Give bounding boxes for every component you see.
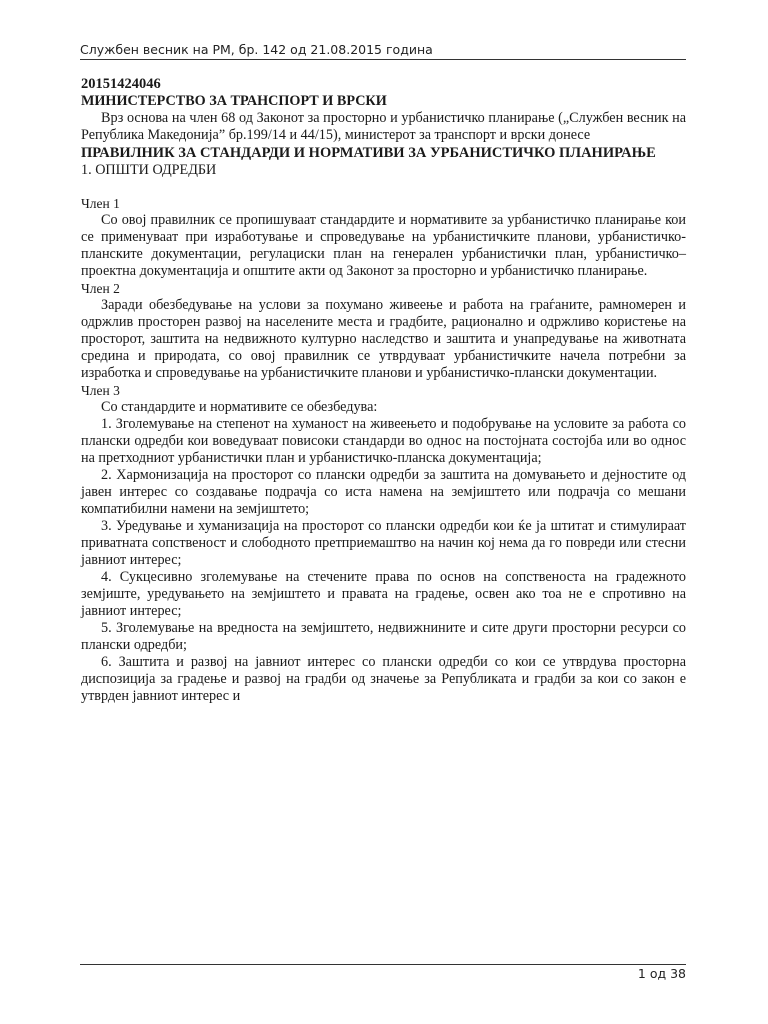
article-list-item: 5. Зголемување на вредноста на земјиштето, недвижнините и сите други просторни ресурси со плански одредби; xyxy=(81,620,686,653)
section-heading: 1. ОПШТИ ОДРЕДБИ xyxy=(81,162,217,178)
article-list-item: 2. Хармонизација на просторот со плански одредби за заштита на домувањето и дејностите од јавен интерес со создавање подрачја со иста намена на земјиштето или подрачја со мешани компатибилни намени на земјиштето; xyxy=(81,467,686,517)
article-heading: Член 1 xyxy=(81,196,120,211)
article-list-item: 1. Зголемување на степенот на хуманост на живеењето и подобрување на условите за работа со плански одредби кои воведуваат повисоки стандарди во однос на постојната состојба или во однос на претходниот урбанистички план и урбанистичко-планска документација; xyxy=(81,416,686,466)
article-list-item: 4. Сукцесивно зголемување на стечените права по основ на сопственоста на градежното земјиште, уредувањето на земјиштето и правата на градење, освен ако тоа не е спротивно на јавниот интерес; xyxy=(81,569,686,619)
article-list-item: 6. Заштита и развој на јавниот интерес со плански одредби со кои се утврдува просторна диспозиција за градење и развој на градби од значење за Републиката и градби за кои со закон е утврден јавниот интерес и xyxy=(81,654,686,704)
ministry-title: МИНИСТЕРСТВО ЗА ТРАНСПОРТ И ВРСКИ xyxy=(81,93,387,109)
article-heading: Член 2 xyxy=(81,281,120,296)
footer-divider xyxy=(80,964,686,965)
article-paragraph: Со овој правилник се пропишуваат стандардите и нормативите за урбанистичко планирање кои се применуваат при изработување и спроведување на урбанистичките планови, урбанистичко-планските документации, регулациски план на генерален урбанистички план, урбанистичко–проектна документација и општите акти од Законот за просторно и урбанистичко планирање. xyxy=(81,212,686,279)
regulation-title: ПРАВИЛНИК ЗА СТАНДАРДИ И НОРМАТИВИ ЗА УРБАНИСТИЧКО ПЛАНИРАЊЕ xyxy=(81,145,656,161)
page-header: Службен весник на РМ, бр. 142 од 21.08.2015 година xyxy=(80,42,433,57)
article-paragraph: Заради обезбедување на услови за похумано живеење и работа на граѓаните, рамномерен и одржлив просторен развој на населените места и градбите, рационално и одржливо користење на просторот, заштита на недвижното културно наследство и заштита и унапредување на животната средина и природата, со овој правилник се утврдуваат урбанистичките начела потребни за изработка и спроведување на урбанистичките планови и урбанистичко-плански документации. xyxy=(81,297,686,381)
article-list-item: 3. Уредување и хуманизација на просторот со плански одредби кои ќе ја штитат и стимулираат приватната сопственост и слободното претприемаштво на начин кој нема да го повреди или стесни јавниот интерес; xyxy=(81,518,686,568)
document-number: 20151424046 xyxy=(81,76,161,92)
document-body xyxy=(81,76,686,705)
article-paragraph: Со стандардите и нормативите се обезбедува: xyxy=(101,399,378,415)
header-divider xyxy=(80,59,686,60)
page-number: 1 од 38 xyxy=(637,966,686,981)
legal-basis: Врз основа на член 68 од Законот за просторно и урбанистичко планирање („Службен весник на Република Македонија” бр.199/14 и 44/15), министерот за транспорт и врски донесе xyxy=(81,110,686,143)
article-heading: Член 3 xyxy=(81,383,120,398)
